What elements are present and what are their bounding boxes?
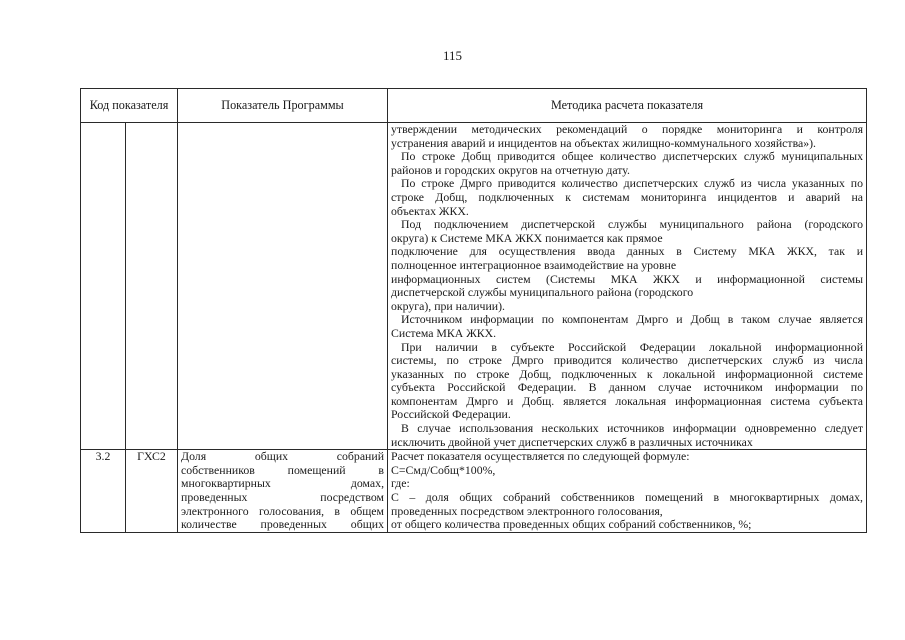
text-line: утверждении методических рекомендаций о порядке мониторинга и контроля bbox=[391, 122, 864, 136]
cell-method bbox=[388, 450, 867, 533]
text-line: По строке Добщ приводится общее количество диспетчерских служб муниципальных bbox=[401, 149, 864, 164]
text-line: где: bbox=[391, 476, 410, 491]
text-line: Доля общих собраний bbox=[181, 449, 385, 464]
table-header-row bbox=[81, 89, 867, 123]
cell-indicator bbox=[178, 450, 388, 533]
text-line: устранения аварий и инцидентов на объектах жилищно-коммунального хозяйства»). bbox=[391, 135, 816, 150]
text-line: диспетчерской службы муниципального района (городского bbox=[391, 285, 694, 300]
table-row-continuation bbox=[81, 123, 867, 450]
text-line: Расчет показателя осуществляется по следующей формуле: bbox=[391, 449, 690, 464]
header-indicator: Показатель Программы bbox=[178, 89, 388, 123]
text-line: многоквартирных домах, bbox=[181, 476, 385, 491]
indicators-table bbox=[80, 88, 867, 533]
text-line: субъекта Российской Федерации. В данном случае источником информации по bbox=[391, 380, 864, 395]
indicator-text bbox=[181, 450, 384, 532]
text-line: Под подключением диспетчерской службы муниципального района (городского bbox=[401, 217, 864, 232]
text-line: С=Смд/Собщ*100%, bbox=[391, 462, 496, 477]
cell-code: ГХС2 bbox=[126, 450, 178, 533]
text-line: Источником информации по компонентам Дмрго и Добщ в таком случае является bbox=[401, 312, 864, 327]
header-method: Методика расчета показателя bbox=[388, 89, 867, 123]
text-line: строке Добщ, подключенных к системам мониторинга инцидентов и аварий на bbox=[391, 189, 864, 204]
page-number: 115 bbox=[442, 48, 463, 63]
text-line: электронного голосования, в общем bbox=[181, 503, 385, 518]
header-code: Код показателя bbox=[81, 89, 178, 123]
cell-method-continuation bbox=[388, 123, 867, 450]
text-line: В случае использования нескольких источников информации одновременно следует bbox=[401, 421, 864, 436]
method-text-continuation bbox=[391, 123, 863, 449]
text-line: от общего количества проведенных общих собраний собственников, %; bbox=[391, 517, 752, 532]
text-line: компонентам Дмрго и Добщ. является локальная информационная система субъекта bbox=[391, 393, 864, 408]
text-line: количестве проведенных общих bbox=[181, 517, 385, 532]
cell-code-empty bbox=[126, 123, 178, 450]
text-line: собственников помещений в bbox=[181, 462, 385, 477]
text-line: округа) к Системе МКА ЖКХ понимается как прямое bbox=[391, 230, 663, 245]
text-line: проведенных посредством электронного голосования, bbox=[391, 503, 663, 518]
text-line: округа), при наличии). bbox=[391, 298, 505, 313]
text-line: проведенных посредством bbox=[181, 490, 385, 505]
text-line: С – доля общих собраний собственников помещений в многоквартирных домах, bbox=[391, 490, 864, 505]
text-line: информационных систем (Системы МКА ЖКХ и информационной системы bbox=[391, 271, 864, 286]
text-line: объектах ЖКХ. bbox=[391, 203, 469, 218]
text-line: районов и городских округов на отчетную дату. bbox=[391, 162, 630, 177]
cell-number-empty bbox=[81, 123, 126, 450]
text-line: исключить двойной учет диспетчерских служб в различных источниках bbox=[391, 434, 753, 449]
text-line: Система МКА ЖКХ. bbox=[391, 325, 497, 340]
table-row-gxs2 bbox=[81, 450, 867, 533]
cell-indicator-empty bbox=[178, 123, 388, 450]
cell-number: 3.2 bbox=[81, 450, 126, 533]
text-line: указанных по строке Добщ, подключенных к локальной информационной системе bbox=[391, 366, 864, 381]
text-line: полноценное интеграционное взаимодействие на уровне bbox=[391, 257, 677, 272]
text-line: По строке Дмрго приводится количество диспетчерских служб из числа указанных по bbox=[401, 176, 864, 191]
text-line: Российской Федерации. bbox=[391, 407, 511, 422]
text-line: системы, по строке Дмрго приводится количество диспетчерских служб из числа bbox=[391, 353, 864, 368]
text-line: подключение для осуществления ввода данных в Систему МКА ЖКХ, так и bbox=[391, 244, 864, 259]
method-text bbox=[391, 450, 863, 532]
text-line: При наличии в субъекте Российской Федерации локальной информационной bbox=[401, 339, 864, 354]
